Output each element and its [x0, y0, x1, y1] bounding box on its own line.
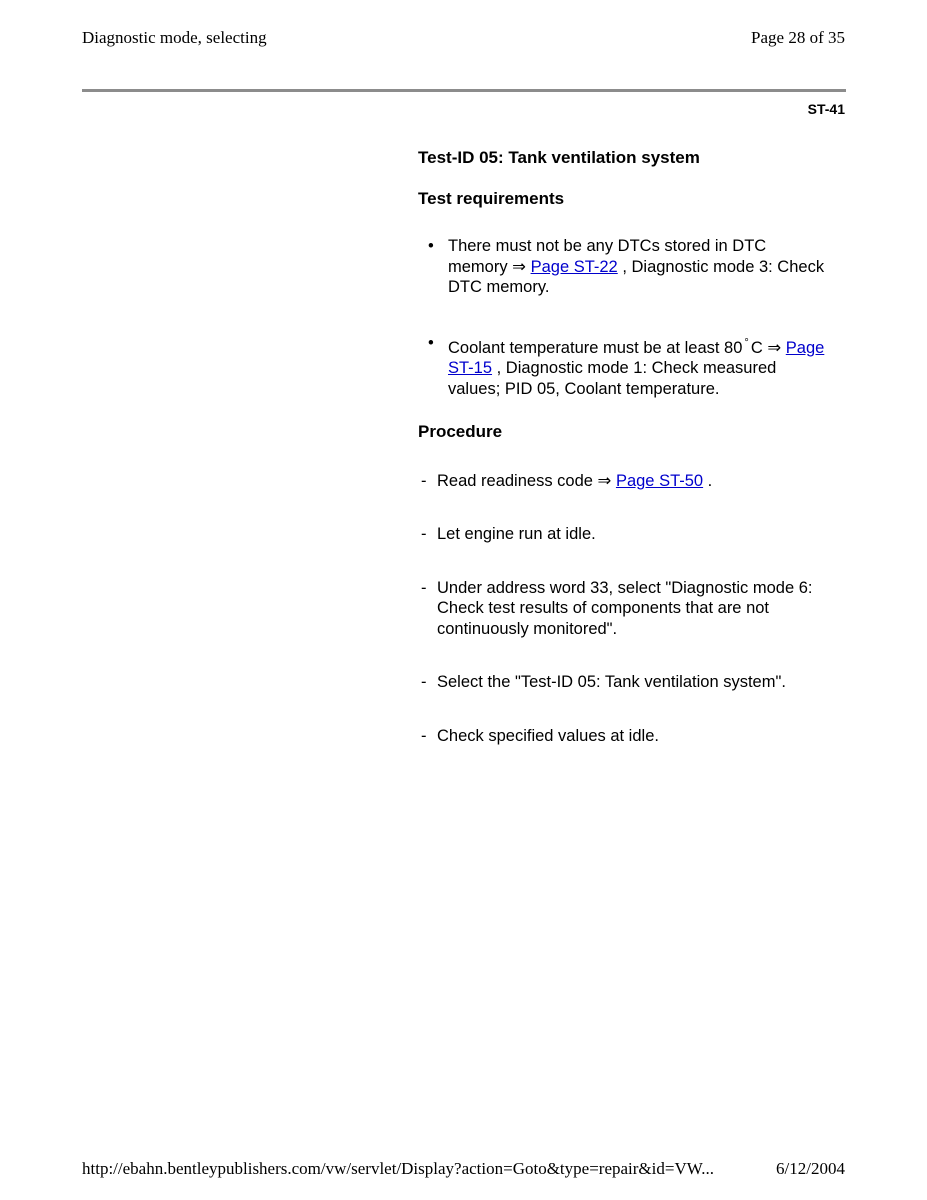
- dash-icon: -: [421, 471, 427, 490]
- link-page-st-22[interactable]: Page ST-22: [530, 257, 618, 276]
- degree-symbol: °: [744, 336, 749, 349]
- dash-icon: -: [421, 673, 427, 691]
- requirements-heading: Test requirements: [418, 188, 565, 208]
- list-item: • There must not be any DTCs stored in DTC memory ⇒ Page ST-22 , Diagnostic mode 3: Check DTC memory.: [428, 237, 825, 296]
- list-item: • Coolant temperature must be at least 80 ° C ⇒ Page ST-15 , Diagnostic mode 1: Check measured values; PID 05, Coolant temperature.: [428, 333, 825, 398]
- print-header-title: Diagnostic mode, selecting: [82, 28, 267, 47]
- dash-icon: -: [421, 525, 427, 543]
- dash-icon: -: [421, 578, 427, 597]
- list-item: - Let engine run at idle.: [421, 525, 596, 543]
- list-item: - Under address word 33, select "Diagnostic mode 6: Check test results of components that are not continuously monitored".: [421, 578, 813, 638]
- arrow-right-icon: ⇒: [597, 471, 612, 490]
- print-footer-date: 6/12/2004: [776, 1159, 845, 1178]
- bullet-icon: •: [428, 333, 434, 352]
- list-item: - Select the "Test-ID 05: Tank ventilation system".: [421, 673, 786, 691]
- arrow-right-icon: ⇒: [767, 338, 782, 357]
- procedure-heading: Procedure: [418, 422, 503, 441]
- list-item: - Check specified values at idle.: [421, 726, 659, 745]
- requirements-list: [418, 236, 828, 399]
- dash-icon: -: [421, 726, 427, 745]
- bullet-icon: •: [428, 237, 434, 255]
- main-content: [418, 148, 828, 779]
- list-item: - Read readiness code ⇒ Page ST-50 .: [421, 471, 713, 490]
- arrow-right-icon: ⇒: [512, 257, 526, 276]
- section-code: ST-41: [807, 101, 845, 117]
- header-divider: [82, 89, 846, 92]
- print-footer-url: http://ebahn.bentleypublishers.com/vw/servlet/Display?action=Goto&type=repair&id=VW...: [82, 1159, 714, 1178]
- print-page-number: Page 28 of 35: [751, 28, 845, 47]
- link-page-st-15[interactable]: Page ST-15: [448, 338, 825, 377]
- link-page-st-50[interactable]: Page ST-50: [615, 471, 704, 490]
- test-heading: Test-ID 05: Tank ventilation system: [418, 148, 700, 167]
- procedure-steps: [418, 471, 828, 747]
